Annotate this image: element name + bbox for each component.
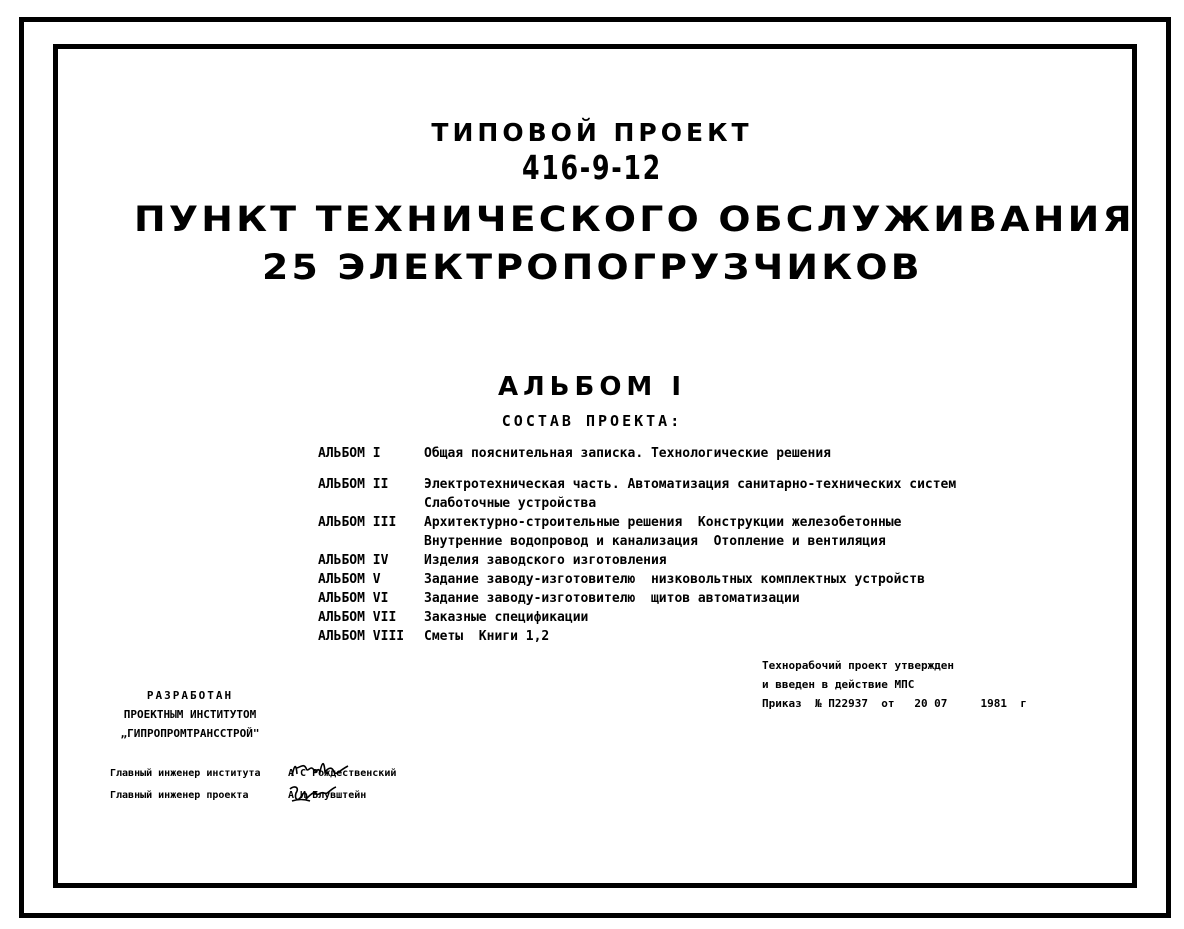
approval-order: Приказ № П22937 от 20 07 1981 г [762,697,1027,710]
album-description: Архитектурно-строительные решения Конструкции железобетонные Внутренние водопровод и канализация Отопление и вентиляция [424,515,902,549]
album-description: Задание заводу-изготовителю щитов автоматизации [424,591,800,606]
developer-line: РАЗРАБОТАН [146,689,234,702]
handwritten-signature-1 [288,754,354,784]
signature-name: А С Рождественский [288,768,397,779]
album-description: Общая пояснительная записка. Технологические решения [424,446,831,461]
album-label: АЛЬБОМ VII [318,610,397,625]
approval-line: Технорабочий проект утвержден [762,659,955,672]
document-type: ТИПОВОЙ ПРОЕКТ [431,118,753,147]
developer-institute: „ГИПРОПРОМТРАНССТРОЙ" [120,727,260,740]
album-label: АЛЬБОМ V [318,572,381,587]
project-name-line1: ПУНКТ ТЕХНИЧЕСКОГО ОБСЛУЖИВАНИЯ [134,200,1135,240]
approval-note [762,656,1027,713]
approval-line: и введен в действие МПС [762,678,915,691]
album-label: АЛЬБОМ VI [318,591,389,606]
album-label: АЛЬБОМ II [318,477,389,492]
developer-line: ПРОЕКТНЫМ ИНСТИТУТОМ [123,708,257,721]
composition-heading: СОСТАВ ПРОЕКТА: [501,412,683,430]
album-description: Задание заводу-изготовителю низковольтных комплектных устройств [424,572,925,587]
signature-role: Главный инженер института [110,768,261,779]
album-description: Электротехническая часть. Автоматизация санитарно-технических систем Слаботочные устройства [424,477,957,511]
album-heading: АЛЬБОМ I [497,372,687,402]
album-label: АЛЬБОМ I [318,446,381,461]
album-label: АЛЬБОМ IV [318,553,389,568]
album-description: Заказные спецификации [424,610,589,625]
project-number: 416-9-12 [522,148,662,187]
project-name-line2: 25 ЭЛЕКТРОПОГРУЗЧИКОВ [262,248,923,288]
album-description: Изделия заводского изготовления [424,553,667,568]
handwritten-signature-2 [284,781,344,807]
signature-role: Главный инженер проекта [110,790,249,801]
signature-name: А И Блувштейн [288,790,367,801]
album-label: АЛЬБОМ VIII [318,629,405,644]
developer-block [110,686,270,743]
album-description: Сметы Книги 1,2 [424,629,550,644]
album-label: АЛЬБОМ III [318,515,397,530]
